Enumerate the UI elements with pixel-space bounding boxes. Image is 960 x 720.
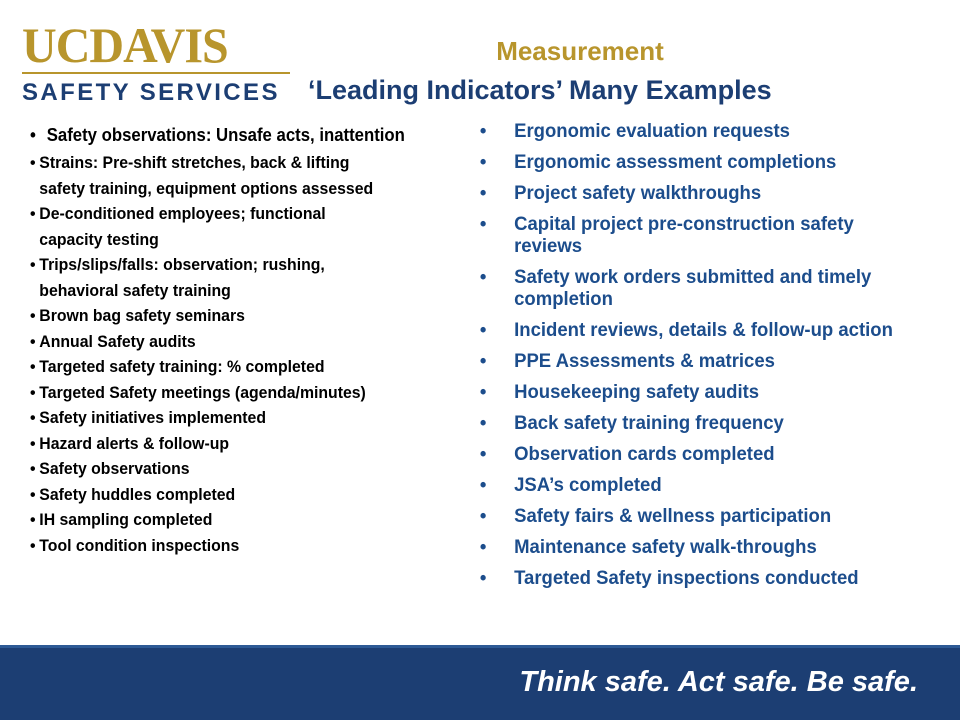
left-list-item-text: Targeted Safety meetings (agenda/minutes) bbox=[39, 382, 366, 402]
right-list-item bbox=[478, 474, 925, 496]
bullet-icon: • bbox=[30, 433, 36, 453]
left-indicator-list bbox=[30, 120, 475, 558]
right-list-item bbox=[478, 443, 925, 465]
right-list-item bbox=[478, 213, 925, 257]
logo-uc: UC bbox=[22, 17, 90, 73]
bullet-icon: • bbox=[30, 204, 36, 223]
bullet-icon: • bbox=[30, 306, 36, 325]
bullet-icon: • bbox=[479, 443, 487, 465]
right-list-item-text: Maintenance safety walk-throughs bbox=[514, 536, 817, 558]
bullet-icon: • bbox=[479, 381, 487, 403]
left-list-item bbox=[30, 354, 444, 380]
left-list-item bbox=[30, 201, 444, 227]
right-list-item-text: Ergonomic assessment completions bbox=[514, 151, 837, 173]
left-list-item bbox=[30, 431, 444, 457]
left-list-item-text: Trips/slips/falls: observation; rushing, bbox=[39, 255, 325, 274]
right-list-item bbox=[478, 505, 925, 527]
left-list-item-text: Hazard alerts & follow-up bbox=[39, 433, 230, 453]
left-list-item-text: De-conditioned employees; functional bbox=[39, 204, 326, 223]
left-list-item bbox=[30, 120, 444, 150]
bullet-icon: • bbox=[479, 213, 487, 235]
left-list-item-text: Safety huddles completed bbox=[39, 484, 236, 504]
left-list-item bbox=[30, 329, 444, 355]
bullet-icon: • bbox=[30, 484, 36, 504]
slide-title: Measurement bbox=[496, 36, 664, 66]
left-list-item bbox=[30, 456, 444, 482]
bullet-icon: • bbox=[30, 459, 36, 478]
logo-davis: DAVIS bbox=[89, 17, 228, 73]
logo-ucdavis-wordmark bbox=[22, 17, 283, 73]
right-list-item bbox=[478, 120, 925, 142]
left-list-item-text: Brown bag safety seminars bbox=[39, 306, 245, 325]
bullet-icon: • bbox=[30, 382, 36, 402]
right-list-item-text: Observation cards completed bbox=[514, 443, 775, 465]
right-list-item bbox=[478, 319, 925, 341]
left-list-item-continuation: capacity testing bbox=[39, 229, 159, 249]
bullet-icon: • bbox=[479, 505, 487, 527]
right-list-item bbox=[478, 266, 925, 310]
bullet-icon: • bbox=[30, 408, 36, 427]
bullet-icon: • bbox=[479, 412, 487, 434]
bullet-icon: • bbox=[30, 535, 36, 555]
left-list-item-continuation: safety training, equipment options assessed bbox=[39, 178, 374, 198]
left-list-item-text: Safety observations: Unsafe acts, inattention bbox=[46, 125, 405, 145]
bullet-icon: • bbox=[479, 567, 487, 589]
left-list-item-text: IH sampling completed bbox=[39, 510, 213, 529]
right-list-item-text: Safety work orders submitted and timely completion bbox=[514, 266, 872, 310]
right-list-item-text: Capital project pre-construction safety reviews bbox=[514, 213, 854, 257]
bullet-icon: • bbox=[479, 350, 487, 372]
left-list-item-text: Targeted safety training: % completed bbox=[39, 357, 325, 376]
left-list-item bbox=[30, 380, 444, 406]
bullet-icon: • bbox=[30, 510, 36, 529]
right-list-item bbox=[478, 151, 925, 173]
left-list-item bbox=[30, 252, 444, 278]
left-list-item-continuation: behavioral safety training bbox=[39, 280, 231, 300]
left-list-item-text: Annual Safety audits bbox=[39, 331, 196, 351]
uc-davis-safety-services-logo bbox=[22, 17, 294, 106]
left-list-item bbox=[30, 533, 444, 559]
left-list-item bbox=[30, 150, 444, 176]
right-list-item-text: Back safety training frequency bbox=[514, 412, 784, 434]
left-list-item-text: Tool condition inspections bbox=[39, 535, 240, 555]
left-list-item-text: Strains: Pre-shift stretches, back & lifting bbox=[39, 153, 350, 172]
left-list-item bbox=[30, 303, 444, 329]
right-list-item-text: Housekeeping safety audits bbox=[514, 381, 760, 403]
right-list-item-text: Project safety walkthroughs bbox=[514, 182, 762, 204]
bullet-icon: • bbox=[479, 120, 487, 142]
right-list-item-text: Targeted Safety inspections conducted bbox=[514, 567, 859, 589]
slide-subtitle: ‘Leading Indicators’ Many Examples bbox=[308, 75, 772, 105]
right-list-item-text: JSA’s completed bbox=[514, 474, 662, 496]
left-list-item bbox=[30, 482, 444, 508]
bullet-icon: • bbox=[30, 255, 36, 274]
right-list-item bbox=[478, 182, 925, 204]
footer-banner bbox=[0, 645, 960, 720]
right-list-item bbox=[478, 567, 925, 589]
bullet-icon: • bbox=[30, 331, 36, 351]
right-list-item-text: PPE Assessments & matrices bbox=[514, 350, 775, 372]
bullet-icon: • bbox=[30, 125, 36, 145]
footer-tagline: Think safe. Act safe. Be safe. bbox=[519, 666, 918, 698]
bullet-icon: • bbox=[479, 536, 487, 558]
right-list-item-text: Ergonomic evaluation requests bbox=[514, 120, 790, 142]
left-list-item bbox=[30, 405, 444, 431]
bullet-icon: • bbox=[479, 319, 487, 341]
bullet-icon: • bbox=[30, 357, 36, 376]
bullet-icon: • bbox=[30, 153, 36, 172]
bullet-icon: • bbox=[479, 474, 487, 496]
right-list-item bbox=[478, 412, 925, 434]
right-list-item bbox=[478, 350, 925, 372]
right-list-item bbox=[478, 381, 925, 403]
logo-safety-services: SAFETY SERVICES bbox=[22, 79, 280, 106]
right-list-item-text: Safety fairs & wellness participation bbox=[514, 505, 832, 527]
right-list-item bbox=[478, 536, 925, 558]
bullet-icon: • bbox=[479, 151, 487, 173]
left-list-item bbox=[30, 507, 444, 533]
left-list-item-text: Safety initiatives implemented bbox=[39, 408, 266, 427]
bullet-icon: • bbox=[479, 266, 487, 288]
right-indicator-list bbox=[478, 120, 948, 598]
right-list-item-text: Incident reviews, details & follow-up action bbox=[514, 319, 893, 341]
left-list-item-text: Safety observations bbox=[39, 459, 190, 478]
bullet-icon: • bbox=[479, 182, 487, 204]
